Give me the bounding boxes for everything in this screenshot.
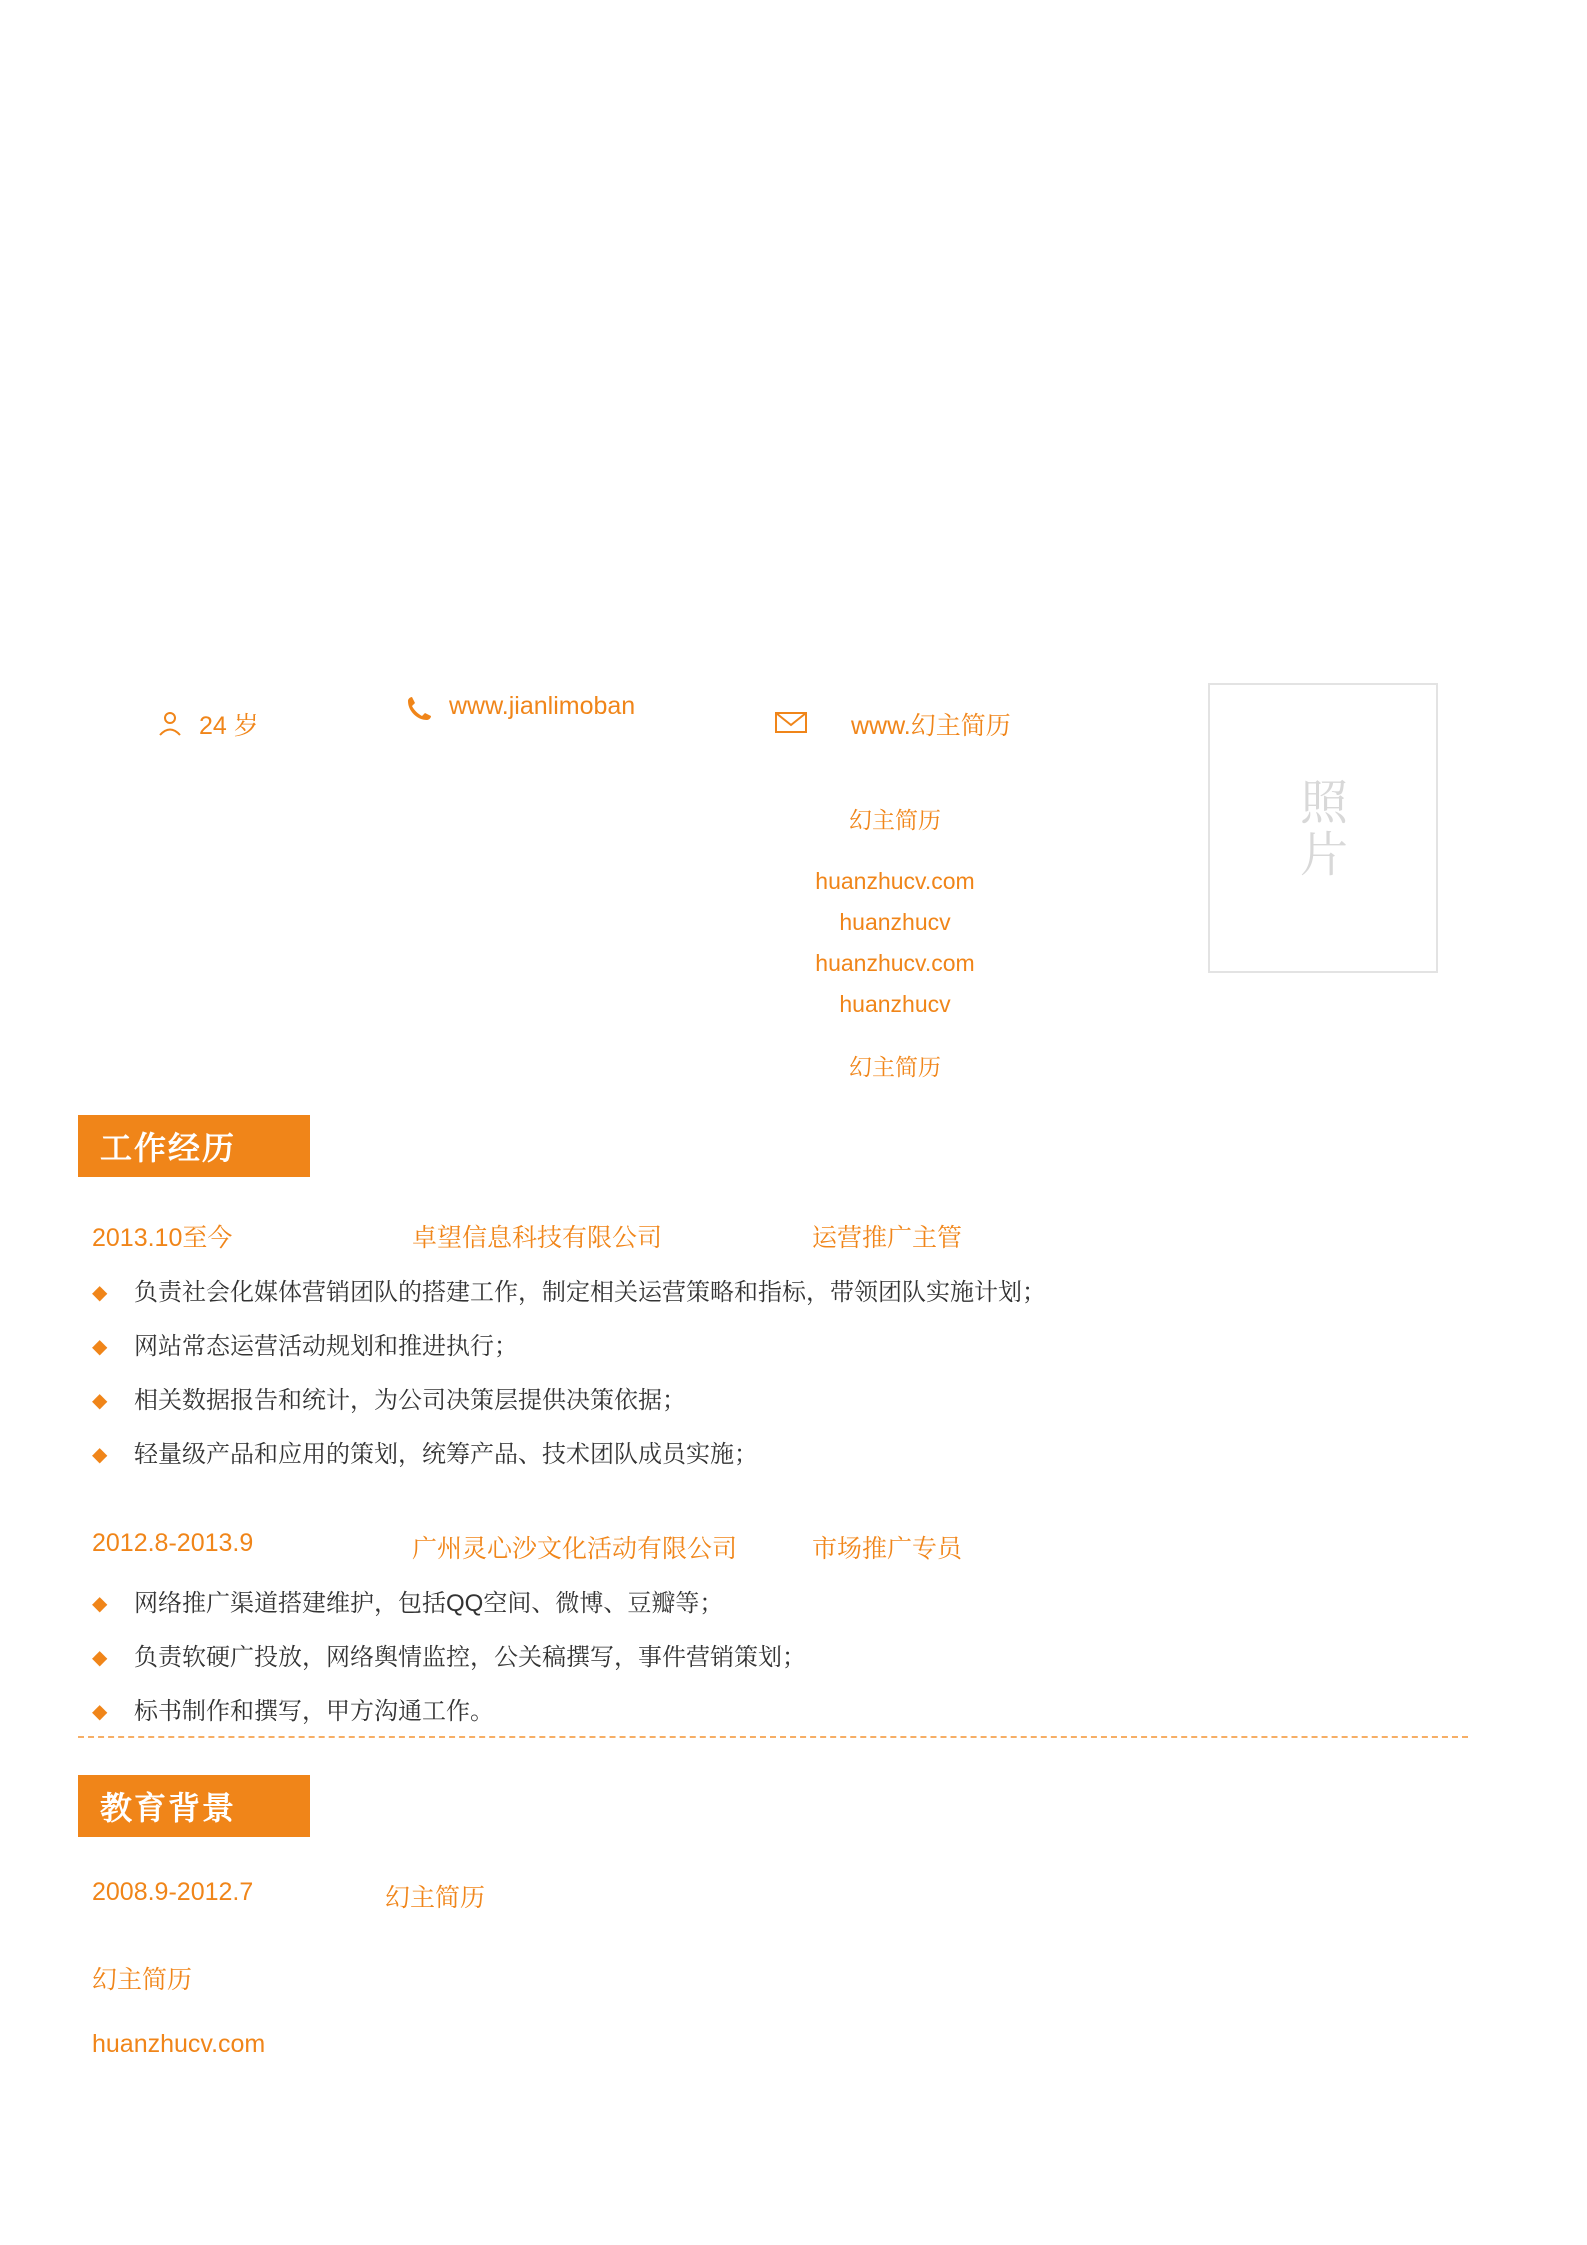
section-divider	[78, 1736, 1468, 1738]
photo-placeholder	[1208, 683, 1438, 973]
person-icon	[155, 710, 185, 738]
work-entry-1-company: 卓望信息科技有限公司	[412, 1224, 663, 1252]
bullet-text: 负责软硬广投放，网络舆情监控，公关稿撰写，事件营销策划；	[134, 1644, 806, 1671]
work-entry-1-bullets	[92, 1277, 1432, 1493]
diamond-icon: ◆	[92, 1444, 108, 1466]
work-entry-2-title: 市场推广专员	[812, 1535, 963, 1563]
mail-icon	[775, 710, 805, 738]
diamond-icon: ◆	[92, 1336, 108, 1358]
education-line-2: 幻主简历	[92, 1966, 193, 1994]
photo-text-line2: 片	[1299, 829, 1350, 882]
education-entry-header	[92, 1878, 486, 1912]
contact-phone	[405, 692, 635, 721]
work-entry-2-bullets	[92, 1588, 1432, 1750]
center-line-1: 幻主简历	[849, 807, 941, 833]
phone-icon	[405, 693, 435, 721]
bullet-text: 标书制作和撰写，甲方沟通工作。	[134, 1698, 494, 1725]
bullet-text: 网站常态运营活动规划和推进执行；	[134, 1333, 518, 1360]
work-entry-2-date: 2012.8-2013.9	[92, 1529, 254, 1557]
contact-phone-text: www.jianlimoban	[449, 692, 636, 720]
center-line-3: huanzhucv	[839, 909, 951, 935]
bullet-item	[92, 1331, 1432, 1363]
center-line-5: huanzhucv	[839, 991, 951, 1017]
bullet-item	[92, 1642, 1432, 1674]
diamond-icon: ◆	[92, 1282, 108, 1304]
diamond-icon: ◆	[92, 1701, 108, 1723]
contact-email-text: www.幻主简历	[851, 712, 1011, 740]
center-line-6: 幻主简历	[849, 1054, 941, 1080]
bullet-text: 网络推广渠道搭建维护，包括QQ空间、微博、豆瓣等；	[134, 1590, 724, 1617]
center-line-2: huanzhucv.com	[815, 868, 975, 894]
work-entry-1-title: 运营推广主管	[812, 1224, 963, 1252]
contact-age	[155, 706, 259, 742]
bullet-item	[92, 1696, 1432, 1728]
diamond-icon: ◆	[92, 1390, 108, 1412]
education-school: 幻主简历	[385, 1884, 486, 1912]
bullet-item	[92, 1588, 1432, 1620]
bullet-text: 负责社会化媒体营销团队的搭建工作，制定相关运营策略和指标，带领团队实施计划；	[134, 1279, 1046, 1306]
education-date: 2008.9-2012.7	[92, 1878, 254, 1906]
bullet-item	[92, 1385, 1432, 1417]
center-line-4: huanzhucv.com	[815, 950, 975, 976]
bullet-text: 相关数据报告和统计，为公司决策层提供决策依据；	[134, 1387, 686, 1414]
diamond-icon: ◆	[92, 1647, 108, 1669]
bullet-item	[92, 1277, 1432, 1309]
center-text-block	[700, 800, 1090, 1088]
contact-email	[775, 706, 1011, 742]
diamond-icon: ◆	[92, 1593, 108, 1615]
contact-age-text: 24 岁	[199, 712, 259, 740]
education-line-3: huanzhucv.com	[92, 2030, 266, 2058]
photo-text-line1: 照	[1299, 777, 1350, 830]
section-heading-education: 教育背景	[78, 1775, 310, 1837]
bullet-item	[92, 1439, 1432, 1471]
work-entry-2-company: 广州灵心沙文化活动有限公司	[412, 1535, 738, 1563]
work-entry-1-date: 2013.10至今	[92, 1224, 233, 1252]
section-heading-work: 工作经历	[78, 1115, 310, 1177]
photo-placeholder-text	[1210, 685, 1440, 975]
bullet-text: 轻量级产品和应用的策划，统筹产品、技术团队成员实施；	[134, 1441, 758, 1468]
